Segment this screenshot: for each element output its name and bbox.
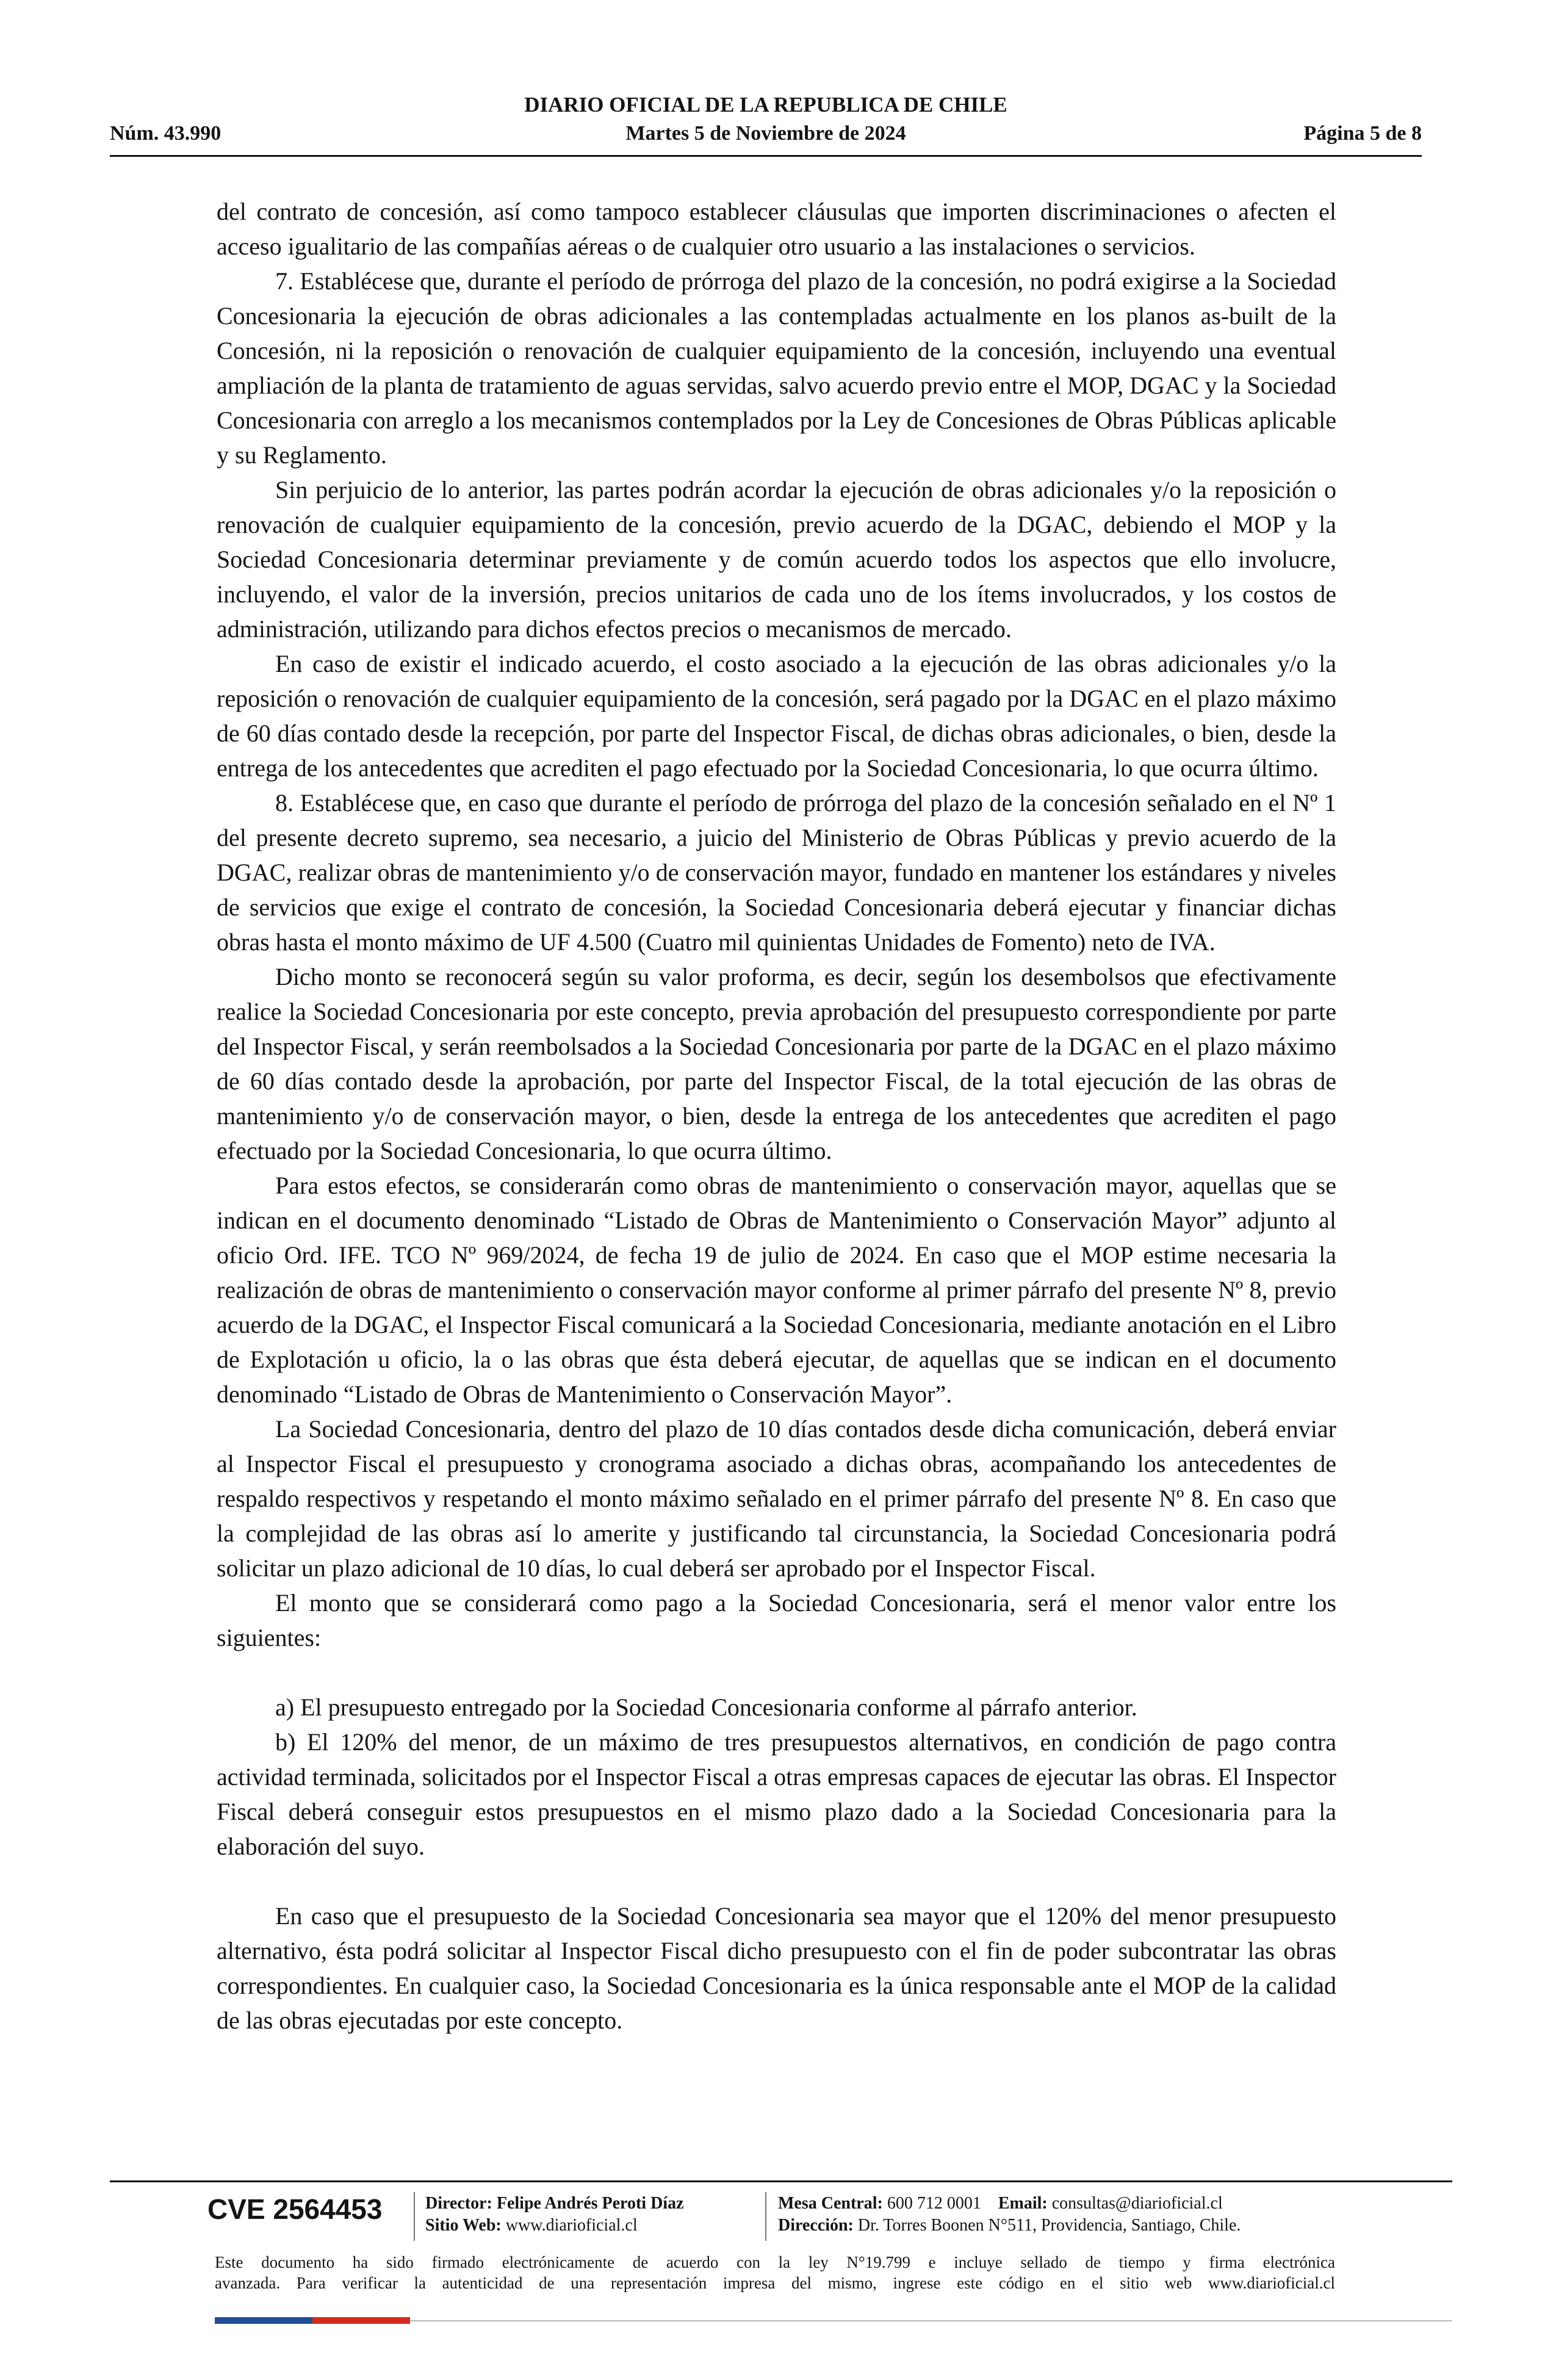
mesa-label: Mesa Central: [778,2194,883,2213]
newspaper-title: DIARIO OFICIAL DE LA REPUBLICA DE CHILE [524,93,1007,117]
paragraph: 8. Establécese que, en caso que durante el período de prórroga del plazo de la concesión señalado en el Nº 1 del presente decreto supremo, sea necesario, a juicio del Ministerio de Obras Públicas y previo acuerdo de la DGAC, realizar obras de mantenimiento y/o de conservación mayor, fundado en mantener los estándares y niveles de servicios que exige el contrato de concesión, la Sociedad Concesionaria deberá ejecutar y financiar dichas obras hasta el monto máximo de UF 4.500 (Cuatro mil quinientas Unidades de Fomento) neto de IVA. [217,789,1336,956]
paragraph: En caso que el presupuesto de la Sociedad Concesionaria sea mayor que el 120% del menor presupuesto alternativo, ésta podrá solicitar al Inspector Fiscal dicho presupuesto con el fin de poder subcontratar las obras correspondientes. En cualquier caso, la Sociedad Concesionaria es la única responsable ante el MOP de la calidad de las obras ejecutadas por este concepto. [217,1902,1336,2034]
footer-bottom-line [410,2320,1452,2321]
issue-number: Núm. 43.990 [110,122,222,145]
signature-note-line: Este documento ha sido firmado electrónicamente de acuerdo con la ley N°19.799 e incluye sellado de tiempo y firma electrónica [215,2253,1335,2271]
header-divider [110,155,1422,157]
page-header [110,93,1422,154]
address-value: Dr. Torres Boonen N°511, Providencia, Santiago, Chile. [857,2216,1241,2235]
email-label: Email: [998,2194,1048,2213]
paragraph: Sin perjuicio de lo anterior, las partes podrán acordar la ejecución de obras adicionales y/o la reposición o renovación de cualquier equipamiento de la concesión, previo acuerdo de la DGAC, debiendo el MOP y la Sociedad Concesionaria determinar previamente y de común acuerdo todos los aspectos que ello involucre, incluyendo, el valor de la inversión, precios unitarios de cada uno de los ítems involucrados, y los costos de administración, utilizando para dichos efectos precios o mecanismos de mercado. [217,476,1336,643]
mesa-phone: 600 712 0001 [887,2194,981,2213]
footer-director-block [425,2193,684,2237]
director-label: Director: [425,2194,492,2213]
web-link[interactable]: www.diarioficial.cl [505,2216,638,2235]
flag-bar [215,2317,410,2324]
email-link[interactable]: consultas@diarioficial.cl [1051,2194,1223,2213]
signature-note [215,2252,1335,2293]
page-indicator: Página 5 de 8 [1303,122,1422,145]
paragraph: La Sociedad Concesionaria, dentro del plazo de 10 días contados desde dicha comunicación, deberá enviar al Inspector Fiscal el presupuesto y cronograma asociado a dichas obras, acompañando los antecedentes de respaldo respectivos y respetando el monto máximo señalado en el primer párrafo del presente Nº 8. En caso que la complejidad de las obras así lo amerite y justificando tal circunstancia, la Sociedad Concesionaria podrá solicitar un plazo adicional de 10 días, lo cual deberá ser aprobado por el Inspector Fiscal. [217,1415,1336,1582]
cve-code: CVE 2564453 [207,2193,383,2225]
paragraph: Para estos efectos, se considerarán como obras de mantenimiento o conservación mayor, aquellas que se indican en el documento denominado “Listado de Obras de Mantenimiento o Conservación Mayor” adjunto al oficio Ord. IFE. TCO Nº 969/2024, de fecha 19 de julio de 2024. En caso que el MOP estime necesaria la realización de obras de mantenimiento o conservación mayor conforme al primer párrafo del presente Nº 8, previo acuerdo de la DGAC, el Inspector Fiscal comunicará a la Sociedad Concesionaria, mediante anotación en el Libro de Explotación u oficio, la o las obras que ésta deberá ejecutar, de aquellas que se indican en el documento denominado “Listado de Obras de Mantenimiento o Conservación Mayor”. [217,1172,1336,1408]
flag-red-segment [312,2317,410,2324]
paragraph: El monto que se considerará como pago a la Sociedad Concesionaria, será el menor valor entre los siguientes: [217,1589,1336,1651]
footer-contact-block [778,2193,1241,2237]
footer-divider [110,2180,1452,2182]
flag-blue-segment [215,2317,312,2324]
list-item: a) El presupuesto entregado por la Sociedad Concesionaria conforme al párrafo anterior. [275,1693,1137,1721]
footer-separator [414,2192,415,2241]
paragraph: Dicho monto se reconocerá según su valor proforma, es decir, según los desembolsos que efectivamente realice la Sociedad Concesionaria por este concepto, previa aprobación del presupuesto correspondiente por parte del Inspector Fiscal, y serán reembolsados a la Sociedad Concesionaria por parte de la DGAC en el plazo máximo de 60 días contado desde la aprobación, por parte del Inspector Fiscal, de la total ejecución de las obras de mantenimiento y/o de conservación mayor, o bien, desde la entrega de los antecedentes que acrediten el pago efectuado por la Sociedad Concesionaria, lo que ocurra último. [217,963,1336,1164]
footer-separator [765,2192,766,2241]
list-item: b) El 120% del menor, de un máximo de tres presupuestos alternativos, en condición de pago contra actividad terminada, solicitados por el Inspector Fiscal a otras empresas capaces de ejecutar las obras. El Inspector Fiscal deberá conseguir estos presupuestos en el mismo plazo dado a la Sociedad Concesionaria para la elaboración del suyo. [217,1728,1336,1860]
address-label: Dirección: [778,2216,854,2235]
director-name: Felipe Andrés Peroti Díaz [496,2194,684,2213]
issue-date: Martes 5 de Noviembre de 2024 [625,122,906,145]
paragraph: del contrato de concesión, así como tampoco establecer cláusulas que importen discriminaciones o afecten el acceso igualitario de las compañías aéreas o de cualquier otro usuario a las instalaciones o servicios. [217,198,1336,260]
paragraph: 7. Establécese que, durante el período de prórroga del plazo de la concesión, no podrá exigirse a la Sociedad Concesionaria la ejecución de obras adicionales a las contempladas actualmente en los planos as-built de la Concesión, ni la reposición o renovación de cualquier equipamiento de la concesión, incluyendo una eventual ampliación de la planta de tratamiento de aguas servidas, salvo acuerdo previo entre el MOP, DGAC y la Sociedad Concesionaria con arreglo a los mecanismos contemplados por la Ley de Concesiones de Obras Públicas aplicable y su Reglamento. [217,267,1336,469]
paragraph: En caso de existir el indicado acuerdo, el costo asociado a la ejecución de las obras adicionales y/o la reposición o renovación de cualquier equipamiento de la concesión, será pagado por la DGAC en el plazo máximo de 60 días contado desde la recepción, por parte del Inspector Fiscal, de dichas obras adicionales, o bien, desde la entrega de los antecedentes que acrediten el pago efectuado por la Sociedad Concesionaria, lo que ocurra último. [217,650,1336,782]
web-label: Sitio Web: [425,2216,502,2235]
document-body [217,194,1336,2038]
signature-note-line: avanzada. Para verificar la autenticidad de una representación impresa del mismo, ingrese este código en el sitio web www.diarioficial.cl [215,2274,1335,2292]
